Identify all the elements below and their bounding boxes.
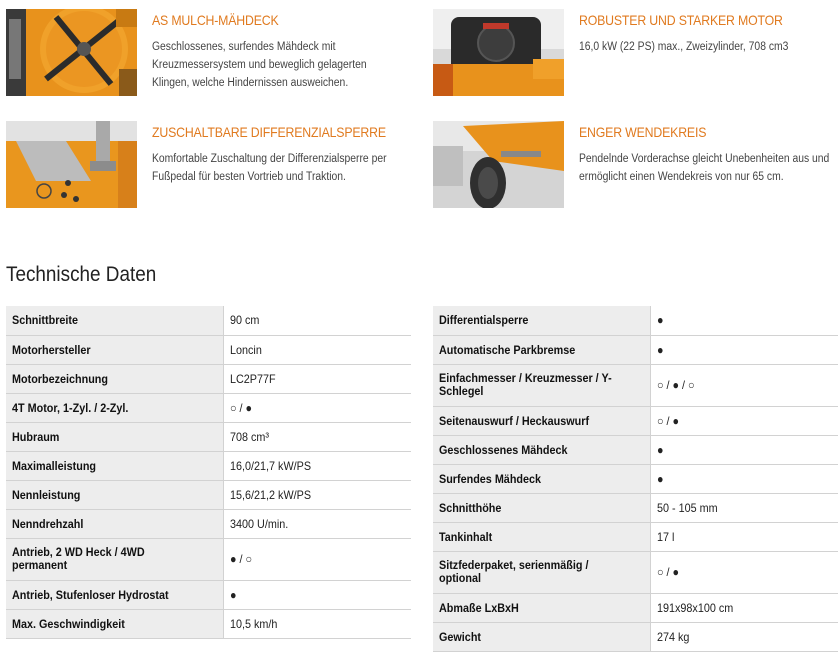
spec-value: ○ / ● (657, 565, 680, 579)
spec-value: ● (657, 471, 664, 486)
spec-value-cell (224, 609, 412, 638)
differential-lock-pedal-image (6, 121, 137, 208)
spec-label-cell (433, 306, 651, 335)
feature-title: ROBUSTER UND STARKER MOTOR (579, 12, 783, 28)
spec-row (6, 509, 411, 538)
spec-label-cell (433, 551, 651, 593)
spec-row (6, 393, 411, 422)
spec-row (6, 364, 411, 393)
spec-value-cell (651, 493, 839, 522)
spec-label: Max. Geschwindigkeit (12, 616, 125, 631)
spec-label-cell (433, 464, 651, 493)
spec-value-cell (224, 451, 412, 480)
spec-label-cell (6, 509, 224, 538)
spec-label-cell (433, 593, 651, 622)
spec-label-cell (6, 335, 224, 364)
spec-value-cell (651, 306, 839, 335)
spec-label-cell (433, 335, 651, 364)
feature-mulch-deck (6, 9, 406, 99)
spec-row (6, 609, 411, 638)
spec-value: ● (657, 442, 664, 457)
spec-row (433, 622, 838, 651)
spec-label-cell (433, 364, 651, 406)
spec-value: 10,5 km/h (230, 616, 278, 631)
spec-value-cell (651, 435, 839, 464)
spec-label: Nennleistung (12, 487, 81, 502)
spec-value: ● (657, 313, 664, 328)
feature-description: Geschlossenes, surfendes Mähdeck mit Kreuzmessersystem und beweglich gelagerten Klingen, welche Hindernissen ausweichen. (152, 41, 367, 89)
spec-value: ● (657, 342, 664, 357)
spec-label: Seitenauswurf / Heckauswurf (439, 413, 590, 428)
spec-label: Schnittbreite (12, 313, 79, 328)
spec-label-cell (6, 393, 224, 422)
front-axle-wheel-image (433, 121, 564, 208)
spec-label: Motorhersteller (12, 342, 91, 357)
spec-label: Automatische Parkbremse (439, 342, 576, 357)
spec-label: Schnitthöhe (439, 500, 502, 515)
spec-row (6, 451, 411, 480)
spec-value-cell (651, 406, 839, 435)
spec-label: 4T Motor, 1-Zyl. / 2-Zyl. (12, 400, 129, 415)
spec-label-cell (6, 451, 224, 480)
spec-label: Einfachmesser / Kreuzmesser / Y-Schlegel (439, 371, 612, 398)
spec-value: ○ / ● / ○ (657, 378, 695, 392)
spec-label: Differentialsperre (439, 313, 529, 328)
spec-row (433, 593, 838, 622)
spec-label: Gewicht (439, 629, 482, 644)
engine-image (433, 9, 564, 96)
spec-label-cell (433, 435, 651, 464)
spec-row (433, 522, 838, 551)
spec-row (6, 580, 411, 609)
spec-row (6, 335, 411, 364)
mower-deck-blade-image (6, 9, 137, 96)
spec-label: Maximalleistung (12, 458, 97, 473)
spec-value-cell (224, 364, 412, 393)
spec-label-cell (6, 538, 224, 580)
spec-value-cell (224, 538, 412, 580)
spec-row (433, 551, 838, 593)
spec-value: 274 kg (657, 629, 690, 644)
spec-row (433, 335, 838, 364)
spec-label: Hubraum (12, 429, 60, 444)
spec-table-left (6, 306, 411, 639)
spec-value-cell (224, 335, 412, 364)
spec-label: Sitzfederpaket, serienmäßig / optional (439, 558, 589, 585)
feature-title: ZUSCHALTBARE DIFFERENZIALSPERRE (152, 124, 386, 140)
spec-value-cell (224, 393, 412, 422)
spec-value-cell (651, 593, 839, 622)
spec-label: Antrieb, Stufenloser Hydrostat (12, 587, 169, 602)
spec-value-cell (651, 522, 839, 551)
spec-label-cell (433, 493, 651, 522)
spec-value-cell (224, 306, 412, 335)
feature-description: 16,0 kW (22 PS) max., Zweizylinder, 708 cm3 (579, 41, 789, 53)
spec-label-cell (6, 364, 224, 393)
spec-label-cell (433, 622, 651, 651)
spec-row (6, 306, 411, 335)
spec-value: 16,0/21,7 kW/PS (230, 458, 312, 473)
spec-value-cell (651, 551, 839, 593)
spec-row (433, 464, 838, 493)
spec-row (6, 538, 411, 580)
feature-title: ENGER WENDEKREIS (579, 124, 707, 140)
spec-label-cell (6, 306, 224, 335)
spec-row (6, 422, 411, 451)
feature-description: Pendelnde Vorderachse gleicht Unebenheiten aus und ermöglicht einen Wendekreis von nur 65 cm. (579, 153, 830, 183)
spec-value-cell (651, 622, 839, 651)
spec-value-cell (651, 335, 839, 364)
spec-value-cell (224, 422, 412, 451)
spec-label: Abmaße LxBxH (439, 600, 519, 615)
spec-label-cell (433, 522, 651, 551)
spec-label-cell (433, 406, 651, 435)
spec-row (433, 364, 838, 406)
spec-value: ○ / ● (657, 413, 680, 428)
spec-value: ○ / ● (230, 400, 253, 415)
spec-label-cell (6, 480, 224, 509)
spec-row (6, 480, 411, 509)
spec-label: Motorbezeichnung (12, 371, 109, 386)
spec-label: Surfendes Mähdeck (439, 471, 542, 486)
spec-value-cell (224, 480, 412, 509)
spec-label-cell (6, 609, 224, 638)
spec-label: Geschlossenes Mähdeck (439, 442, 568, 457)
feature-differential-lock (6, 121, 406, 211)
spec-value: ● / ○ (230, 552, 253, 566)
spec-label: Antrieb, 2 WD Heck / 4WD permanent (12, 545, 145, 572)
spec-row (433, 493, 838, 522)
feature-title: AS MULCH-MÄHDECK (152, 12, 279, 28)
spec-value: 50 - 105 mm (657, 500, 718, 515)
spec-row (433, 435, 838, 464)
spec-value-cell (651, 364, 839, 406)
spec-label: Nenndrehzahl (12, 516, 84, 531)
spec-row (433, 306, 838, 335)
spec-label-cell (6, 580, 224, 609)
feature-turning-circle (433, 121, 833, 211)
spec-value: LC2P77F (230, 371, 276, 386)
spec-value: 708 cm³ (230, 429, 270, 444)
spec-label-cell (6, 422, 224, 451)
spec-value: 3400 U/min. (230, 516, 289, 531)
feature-engine (433, 9, 833, 99)
spec-value: 191x98x100 cm (657, 600, 734, 615)
spec-value: 90 cm (230, 313, 260, 328)
spec-label: Tankinhalt (439, 529, 493, 544)
section-title: Technische Daten (6, 263, 157, 286)
spec-row (433, 406, 838, 435)
spec-value: Loncin (230, 342, 262, 357)
feature-description: Komfortable Zuschaltung der Differenzialsperre per Fußpedal für besten Vortrieb und Traktion. (152, 153, 387, 183)
spec-value: 17 l (657, 529, 675, 544)
spec-table-right (433, 306, 838, 652)
spec-value: ● (230, 587, 237, 602)
spec-value-cell (651, 464, 839, 493)
spec-value-cell (224, 580, 412, 609)
spec-value: 15,6/21,2 kW/PS (230, 487, 312, 502)
spec-value-cell (224, 509, 412, 538)
